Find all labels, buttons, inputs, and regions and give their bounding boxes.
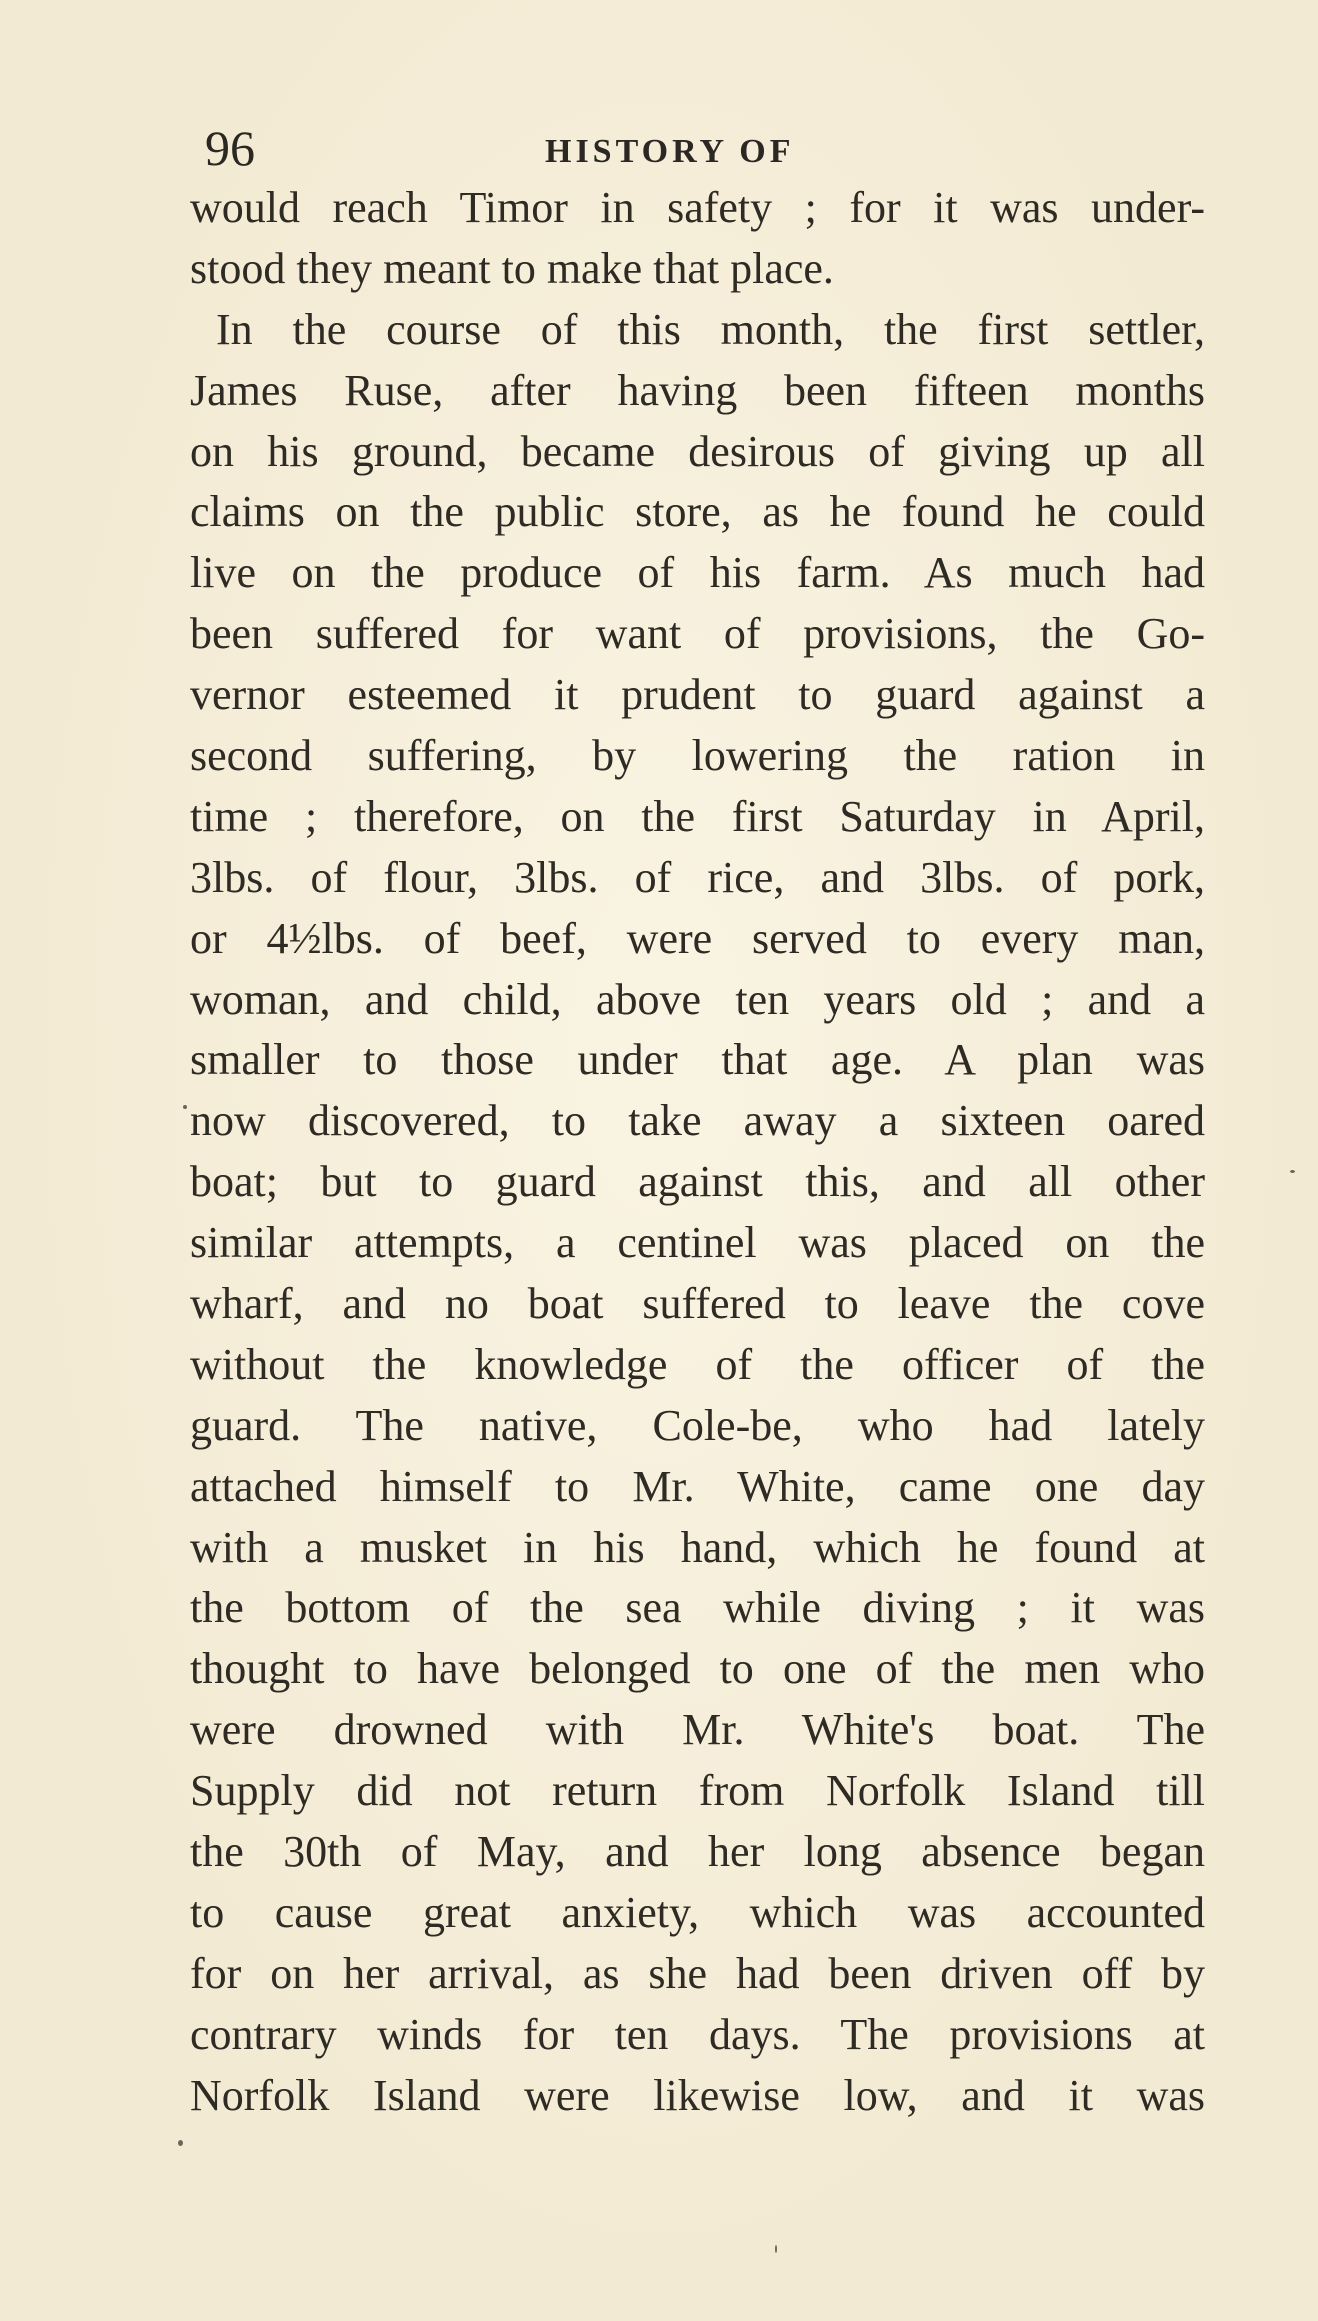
running-head: HISTORY OF bbox=[545, 133, 795, 170]
text-line: thought to have belonged to one of the men who bbox=[190, 1644, 1205, 1694]
text-line: Supply did not return from Norfolk Island till bbox=[190, 1766, 1205, 1816]
text-line: stood they meant to make that place. bbox=[190, 243, 834, 293]
text-line: the 30th of May, and her long absence began bbox=[190, 1827, 1205, 1877]
text-line: vernor esteemed it prudent to guard against a bbox=[190, 670, 1205, 720]
text-line: on his ground, became desirous of giving up all bbox=[190, 426, 1205, 476]
text-line: time ; therefore, on the first Saturday in April, bbox=[190, 791, 1205, 841]
page-number: 96 bbox=[205, 120, 255, 176]
text-line: would reach Timor in safety ; for it was under- bbox=[190, 183, 1205, 232]
paper-speck bbox=[178, 2140, 183, 2146]
text-line: live on the produce of his farm. As much had bbox=[190, 548, 1205, 598]
text-line: James Ruse, after having been fifteen months bbox=[190, 365, 1205, 415]
text-line: the bottom of the sea while diving ; it was bbox=[190, 1583, 1205, 1633]
text-line: to cause great anxiety, which was accounted bbox=[190, 1887, 1205, 1937]
text-line: contrary winds for ten days. The provisions at bbox=[190, 2009, 1205, 2059]
text-line: woman, and child, above ten years old ; and a bbox=[190, 974, 1205, 1024]
text-line: second suffering, by lowering the ration in bbox=[190, 731, 1205, 781]
text-line: attached himself to Mr. White, came one day bbox=[190, 1461, 1205, 1511]
text-line: claims on the public store, as he found he could bbox=[190, 487, 1205, 537]
text-line: guard. The native, Cole-be, who had lately bbox=[190, 1400, 1205, 1450]
body-text bbox=[190, 178, 1205, 2127]
text-line: were drowned with Mr. White's boat. The bbox=[190, 1705, 1205, 1755]
text-line: with a musket in his hand, which he found at bbox=[190, 1522, 1205, 1572]
text-line: wharf, and no boat suffered to leave the cove bbox=[190, 1279, 1205, 1329]
paper-speck bbox=[1290, 1170, 1295, 1173]
text-line: Norfolk Island were likewise low, and it was bbox=[190, 2070, 1205, 2120]
text-line: for on her arrival, as she had been driven off by bbox=[190, 1948, 1205, 1998]
text-line: similar attempts, a centinel was placed on the bbox=[190, 1218, 1205, 1268]
text-line: In the course of this month, the first settler, bbox=[216, 304, 1205, 354]
text-line: smaller to those under that age. A plan was bbox=[190, 1035, 1205, 1085]
text-line: without the knowledge of the officer of the bbox=[190, 1339, 1205, 1389]
text-line: now discovered, to take away a sixteen oared bbox=[190, 1096, 1205, 1146]
text-line: 3lbs. of flour, 3lbs. of rice, and 3lbs. of pork, bbox=[190, 852, 1205, 902]
text-line: been suffered for want of provisions, the Go- bbox=[190, 609, 1205, 659]
paper-speck bbox=[183, 1105, 187, 1109]
text-line: boat; but to guard against this, and all other bbox=[190, 1157, 1205, 1207]
text-line: or 4½lbs. of beef, were served to every man, bbox=[190, 913, 1205, 963]
paper-speck bbox=[775, 2245, 777, 2253]
